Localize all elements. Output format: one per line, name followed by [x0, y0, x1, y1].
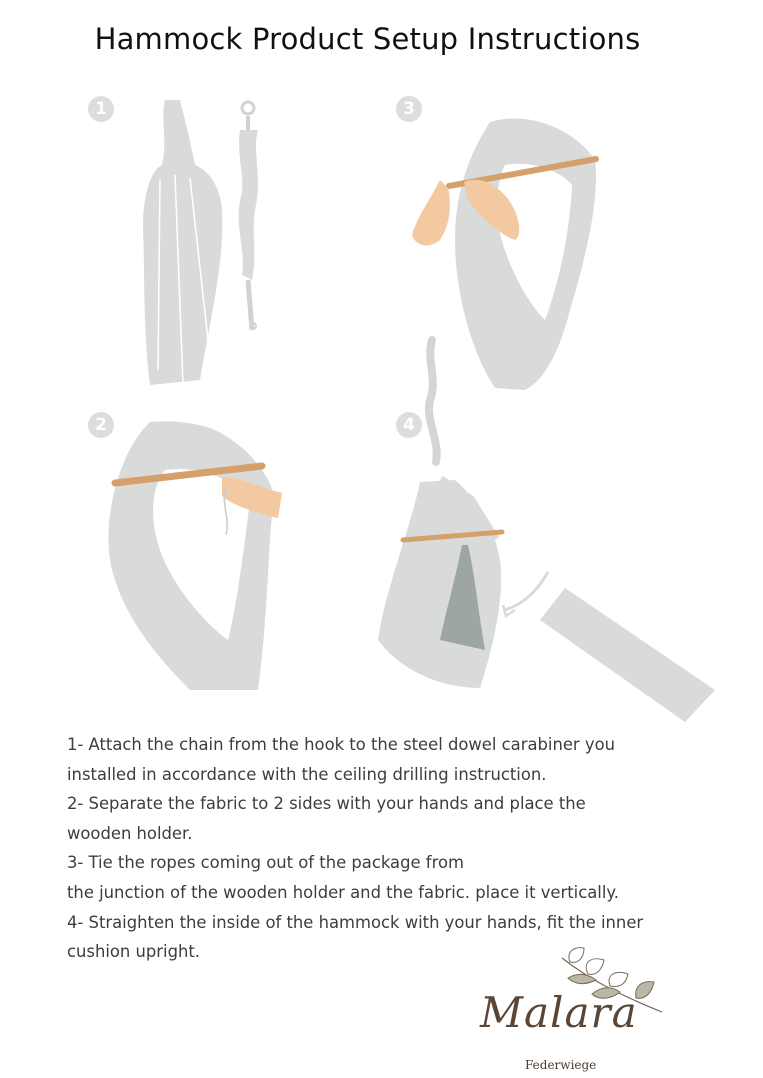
- instruction-line: 2- Separate the fabric to 2 sides with your hands and place the: [67, 794, 586, 814]
- brand-name: Malara: [480, 988, 638, 1037]
- instruction-line: 1- Attach the chain from the hook to the steel dowel carabiner you: [67, 735, 615, 754]
- step-3-illustration: [412, 118, 596, 390]
- instructions-text: [67, 730, 707, 967]
- page-title: Hammock Product Setup Instructions: [94, 22, 641, 56]
- instruction-line: installed in accordance with the ceiling drilling instruction.: [67, 764, 547, 784]
- step-2-illustration: [108, 421, 282, 690]
- step-number-3: 3: [396, 96, 422, 122]
- step-number-1: 1: [88, 96, 114, 122]
- setup-illustrations: [0, 80, 763, 730]
- step-1-illustration: [143, 100, 258, 385]
- step-number-2: 2: [88, 412, 114, 438]
- instruction-line: 4- Straighten the inside of the hammock with your hands, fit the inner: [67, 912, 644, 932]
- instruction-line: the junction of the wooden holder and the fabric. place it vertically.: [67, 882, 619, 902]
- step-number-4: 4: [396, 412, 422, 438]
- instruction-line: wooden holder.: [67, 823, 193, 843]
- instruction-line: 3- Tie the ropes coming out of the package from: [67, 853, 464, 873]
- step-4-illustration: [378, 340, 715, 722]
- brand-subtitle: Federwiege: [525, 1058, 597, 1072]
- instruction-line: cushion upright.: [67, 942, 201, 962]
- brand-logo: [470, 940, 690, 1076]
